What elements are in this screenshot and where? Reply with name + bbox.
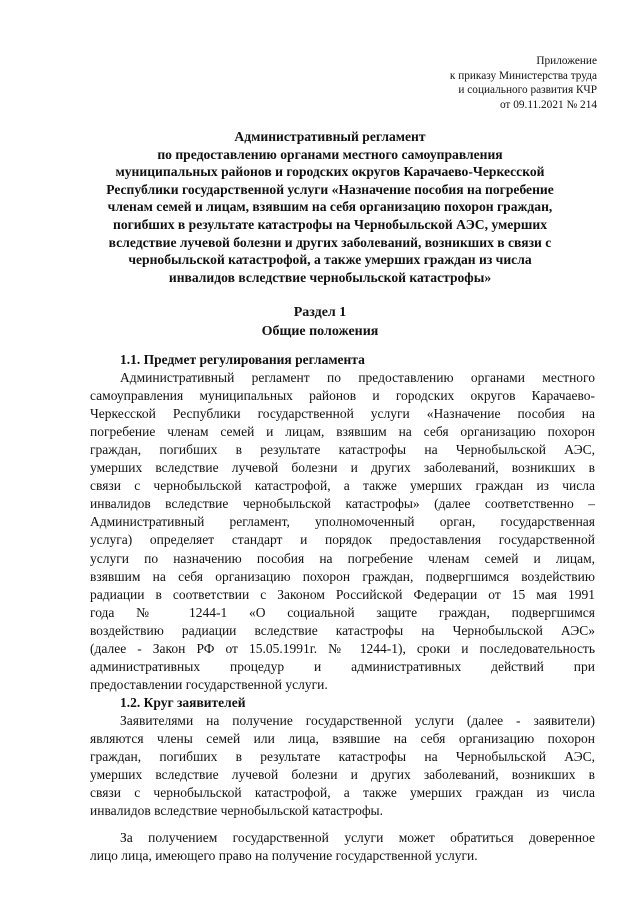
section-number: Раздел 1 bbox=[293, 305, 347, 320]
paragraph-line: Заявителями на получение государственной услуги (далее - заявители) bbox=[120, 712, 595, 728]
paragraph-line: предоставлении государственной услуги. bbox=[90, 676, 328, 692]
paragraph-line: связи с чернобыльской катастрофой, а также умерших граждан из числа bbox=[90, 785, 595, 801]
document-body bbox=[90, 351, 595, 865]
paragraph-line: являются члены семей или лица, взявшие на себя организацию похорон bbox=[90, 730, 595, 746]
title-line: погибших в результате катастрофы на Чернобыльской АЭС, умерших bbox=[112, 216, 548, 232]
title-line: инвалидов вследствие чернобыльской катастрофы» bbox=[168, 269, 492, 285]
title-line: по предоставлению органами местного самоуправления bbox=[157, 146, 503, 162]
annex-ministry: и социального развития КЧР bbox=[458, 84, 597, 97]
title-line: Республики государственной услуги «Назначение пособия на погребение bbox=[106, 181, 554, 197]
paragraph-line: умерших вследствие лучевой болезни и других заболеваний, возникших в bbox=[90, 460, 595, 476]
paragraph-line: самоуправления муниципальных районов и городских округов Карачаево- bbox=[90, 388, 595, 404]
paragraph-line: Административный регламент, уполномоченный орган, государственная bbox=[90, 514, 595, 530]
paragraph-line: услуги по назначению пособия на погребение членам семей и лицам, bbox=[90, 550, 595, 566]
title-line: вследствие лучевой болезни и других заболеваний, возникших в связи с bbox=[108, 234, 552, 250]
paragraph-line: инвалидов вследствие чернобыльской катастрофы. bbox=[90, 803, 384, 819]
paragraph-line: Административный регламент по предоставлению органами местного bbox=[120, 370, 595, 386]
paragraph-line: граждан, погибших в результате катастрофы на Чернобыльской АЭС, bbox=[90, 749, 595, 765]
annex-block bbox=[450, 54, 597, 112]
section-heading bbox=[0, 303, 640, 341]
annex-date-number: от 09.11.2021 № 214 bbox=[499, 98, 597, 111]
paragraph-line: лицо лица, имеющего право на получение государственной услуги. bbox=[90, 848, 478, 864]
title-line: чернобыльской катастрофой, а также умерших граждан из числа bbox=[128, 252, 532, 268]
paragraph-line: погребение членам семей и лицам, взявшим на себя организацию похорон bbox=[90, 424, 595, 440]
paragraph-line: воздействию радиации вследствие катастрофы на Чернобыльской АЭС» bbox=[90, 622, 595, 638]
paragraph-line: (далее - Закон РФ от 15.05.1991г. № 1244-1), сроки и последовательность bbox=[90, 640, 595, 656]
annex-order-ref: к приказу Министерства труда bbox=[449, 69, 597, 82]
paragraph-line: года № 1244-1 «О социальной защите граждан, подвергшимся bbox=[90, 604, 595, 620]
paragraph-gap bbox=[90, 820, 595, 829]
paragraph-line: умерших вследствие лучевой болезни и других заболеваний, возникших в bbox=[90, 767, 595, 783]
subsection-heading-1-1: 1.1. Предмет регулирования регламента bbox=[120, 352, 365, 367]
paragraph-line: инвалидов вследствие чернобыльской катастрофы» (далее соответственно – bbox=[90, 496, 595, 512]
title-line: членам семей и лицам, взявшим на себя организацию похорон граждан, bbox=[107, 199, 553, 215]
paragraph-line: связи с чернобыльской катастрофой, а также умерших граждан из числа bbox=[90, 478, 595, 494]
section-name: Общие положения bbox=[261, 324, 379, 339]
paragraph-line: граждан, погибших в результате катастрофы на Чернобыльской АЭС, bbox=[90, 442, 595, 458]
paragraph-line: Черкесской Республики государственной услуги «Назначение пособия на bbox=[90, 406, 595, 422]
paragraph-line: взявшим на себя организацию похорон граждан, подвергшимся воздействию bbox=[90, 568, 595, 584]
document-title bbox=[90, 128, 570, 286]
paragraph-line: услуга) определяет стандарт и порядок предоставления государственной bbox=[90, 532, 595, 548]
subsection-heading-1-2: 1.2. Круг заявителей bbox=[120, 694, 246, 710]
title-line: муниципальных районов и городских округов Карачаево-Черкесской bbox=[115, 164, 545, 180]
paragraph-line: административных процедур и административных действий при bbox=[90, 658, 595, 674]
title-line: Административный регламент bbox=[234, 129, 426, 144]
paragraph-line: За получением государственной услуги может обратиться доверенное bbox=[120, 830, 595, 846]
paragraph-line: радиации в соответствии с Законом Российской Федерации от 15 мая 1991 bbox=[90, 586, 595, 602]
annex-label: Приложение bbox=[536, 55, 597, 67]
